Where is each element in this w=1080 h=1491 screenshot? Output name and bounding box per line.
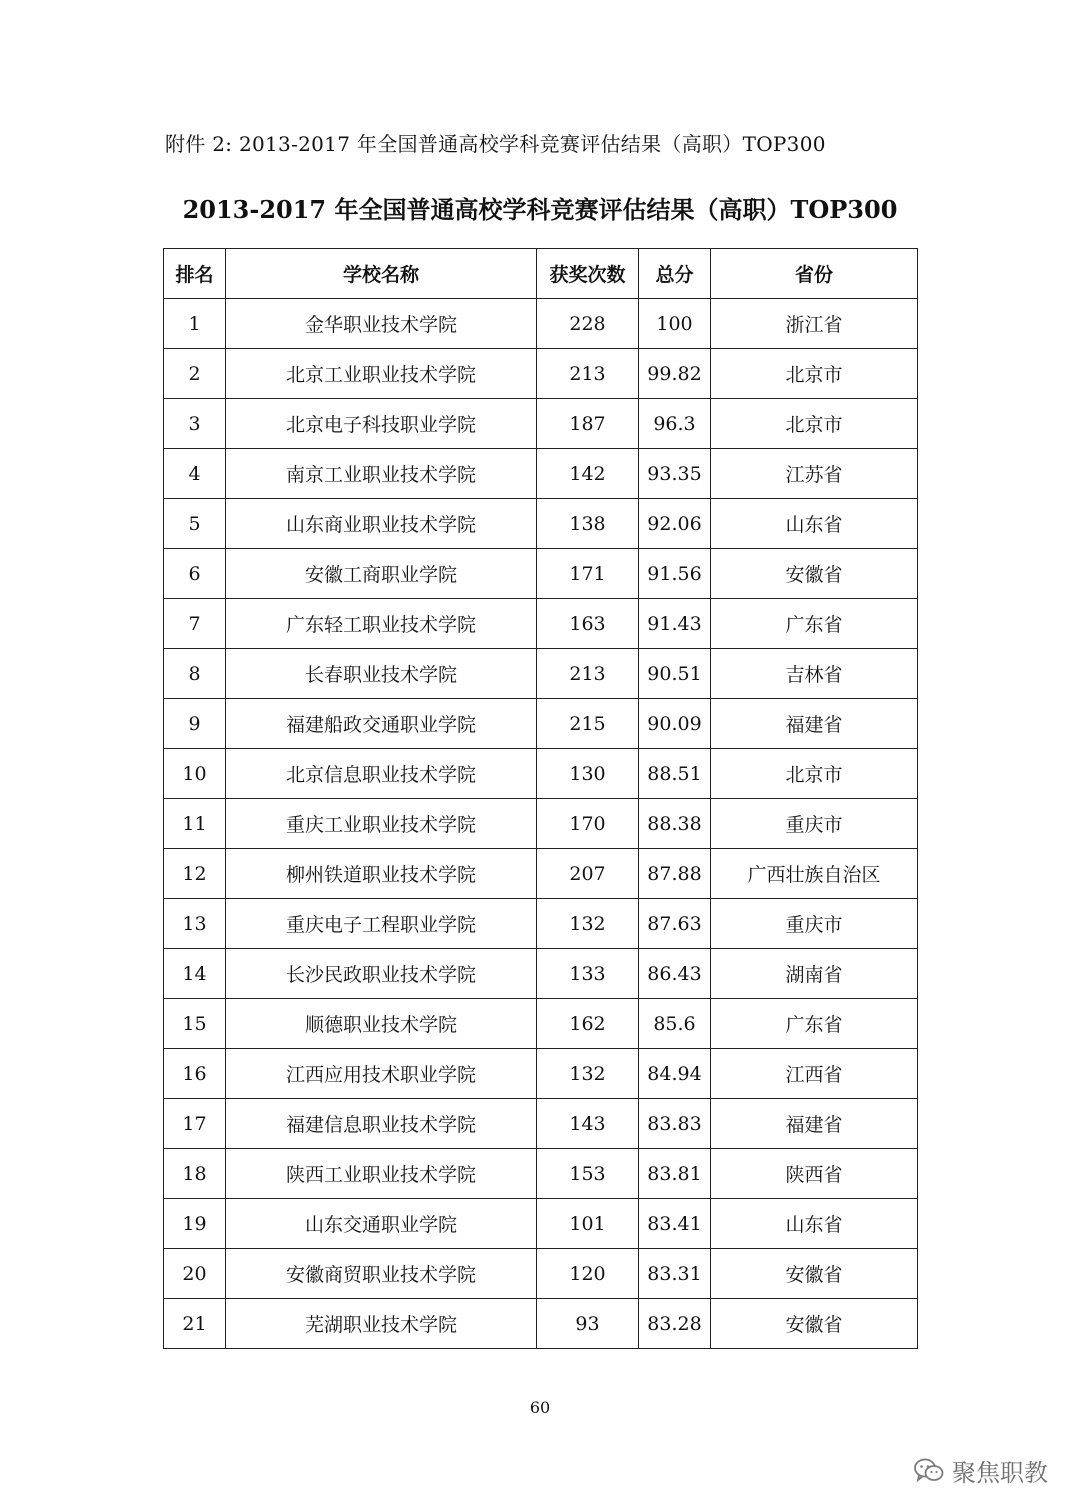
- cell-awards: 162: [537, 999, 639, 1049]
- cell-rank: 9: [164, 699, 226, 749]
- table-row: [164, 949, 918, 999]
- cell-province: 山东省: [711, 1199, 918, 1249]
- cell-rank: 18: [164, 1149, 226, 1199]
- cell-score: 85.6: [639, 999, 711, 1049]
- ranking-table: [163, 248, 918, 1349]
- cell-rank: 6: [164, 549, 226, 599]
- cell-province: 江西省: [711, 1049, 918, 1099]
- cell-school: 芜湖职业技术学院: [226, 1299, 537, 1349]
- table-row: [164, 399, 918, 449]
- cell-awards: 120: [537, 1249, 639, 1299]
- cell-score: 83.28: [639, 1299, 711, 1349]
- cell-school: 金华职业技术学院: [226, 299, 537, 349]
- cell-school: 北京电子科技职业学院: [226, 399, 537, 449]
- table-row: [164, 649, 918, 699]
- table-row: [164, 999, 918, 1049]
- cell-rank: 16: [164, 1049, 226, 1099]
- cell-province: 广东省: [711, 599, 918, 649]
- cell-awards: 132: [537, 1049, 639, 1099]
- table-row: [164, 699, 918, 749]
- cell-awards: 215: [537, 699, 639, 749]
- cell-rank: 8: [164, 649, 226, 699]
- cell-province: 陕西省: [711, 1149, 918, 1199]
- cell-score: 99.82: [639, 349, 711, 399]
- table-row: [164, 499, 918, 549]
- cell-province: 广西壮族自治区: [711, 849, 918, 899]
- table-row: [164, 899, 918, 949]
- header-rank: 排名: [164, 249, 226, 299]
- page-title: 2013-2017 年全国普通高校学科竞赛评估结果（高职）TOP300: [182, 195, 898, 224]
- attachment-label: 附件 2: 2013-2017 年全国普通高校学科竞赛评估结果（高职）TOP300: [165, 132, 826, 156]
- cell-score: 90.09: [639, 699, 711, 749]
- cell-province: 北京市: [711, 749, 918, 799]
- cell-province: 浙江省: [711, 299, 918, 349]
- cell-rank: 12: [164, 849, 226, 899]
- cell-awards: 228: [537, 299, 639, 349]
- cell-school: 北京工业职业技术学院: [226, 349, 537, 399]
- cell-awards: 153: [537, 1149, 639, 1199]
- table-row: [164, 449, 918, 499]
- cell-score: 83.81: [639, 1149, 711, 1199]
- table-row: [164, 749, 918, 799]
- cell-school: 重庆电子工程职业学院: [226, 899, 537, 949]
- cell-school: 南京工业职业技术学院: [226, 449, 537, 499]
- cell-score: 100: [639, 299, 711, 349]
- cell-score: 88.38: [639, 799, 711, 849]
- cell-awards: 171: [537, 549, 639, 599]
- table-row: [164, 1099, 918, 1149]
- cell-province: 北京市: [711, 399, 918, 449]
- cell-rank: 17: [164, 1099, 226, 1149]
- cell-awards: 213: [537, 649, 639, 699]
- cell-score: 87.63: [639, 899, 711, 949]
- cell-school: 安徽商贸职业技术学院: [226, 1249, 537, 1299]
- cell-school: 长春职业技术学院: [226, 649, 537, 699]
- cell-awards: 142: [537, 449, 639, 499]
- cell-rank: 2: [164, 349, 226, 399]
- cell-rank: 19: [164, 1199, 226, 1249]
- header-province: 省份: [711, 249, 918, 299]
- page-number: 60: [529, 1398, 551, 1417]
- header-awards: 获奖次数: [537, 249, 639, 299]
- cell-awards: 101: [537, 1199, 639, 1249]
- cell-province: 重庆市: [711, 899, 918, 949]
- cell-school: 柳州铁道职业技术学院: [226, 849, 537, 899]
- cell-score: 91.43: [639, 599, 711, 649]
- cell-province: 福建省: [711, 699, 918, 749]
- header-score: 总分: [639, 249, 711, 299]
- cell-school: 福建信息职业技术学院: [226, 1099, 537, 1149]
- cell-awards: 187: [537, 399, 639, 449]
- table-row: [164, 599, 918, 649]
- cell-province: 吉林省: [711, 649, 918, 699]
- cell-rank: 20: [164, 1249, 226, 1299]
- table-row: [164, 1049, 918, 1099]
- cell-province: 安徽省: [711, 1299, 918, 1349]
- cell-province: 湖南省: [711, 949, 918, 999]
- table-row: [164, 549, 918, 599]
- cell-rank: 5: [164, 499, 226, 549]
- cell-score: 90.51: [639, 649, 711, 699]
- cell-rank: 3: [164, 399, 226, 449]
- cell-rank: 1: [164, 299, 226, 349]
- cell-school: 长沙民政职业技术学院: [226, 949, 537, 999]
- cell-rank: 4: [164, 449, 226, 499]
- cell-rank: 7: [164, 599, 226, 649]
- cell-province: 北京市: [711, 349, 918, 399]
- table-row: [164, 349, 918, 399]
- cell-awards: 207: [537, 849, 639, 899]
- watermark: [914, 1453, 1048, 1488]
- cell-rank: 14: [164, 949, 226, 999]
- cell-rank: 21: [164, 1299, 226, 1349]
- cell-awards: 138: [537, 499, 639, 549]
- cell-school: 广东轻工职业技术学院: [226, 599, 537, 649]
- cell-awards: 163: [537, 599, 639, 649]
- cell-school: 顺德职业技术学院: [226, 999, 537, 1049]
- cell-school: 重庆工业职业技术学院: [226, 799, 537, 849]
- cell-score: 86.43: [639, 949, 711, 999]
- table-row: [164, 299, 918, 349]
- cell-province: 安徽省: [711, 1249, 918, 1299]
- table-body: [164, 299, 918, 1349]
- cell-province: 福建省: [711, 1099, 918, 1149]
- cell-rank: 11: [164, 799, 226, 849]
- table-row: [164, 799, 918, 849]
- cell-awards: 130: [537, 749, 639, 799]
- cell-score: 87.88: [639, 849, 711, 899]
- cell-school: 陕西工业职业技术学院: [226, 1149, 537, 1199]
- cell-province: 广东省: [711, 999, 918, 1049]
- cell-rank: 10: [164, 749, 226, 799]
- table-row: [164, 849, 918, 899]
- cell-score: 92.06: [639, 499, 711, 549]
- watermark-text: 聚焦职教: [952, 1459, 1048, 1487]
- table-row: [164, 1299, 918, 1349]
- cell-province: 江苏省: [711, 449, 918, 499]
- cell-awards: 143: [537, 1099, 639, 1149]
- wechat-icon: [914, 1458, 944, 1484]
- cell-awards: 93: [537, 1299, 639, 1349]
- cell-awards: 132: [537, 899, 639, 949]
- cell-score: 96.3: [639, 399, 711, 449]
- cell-awards: 170: [537, 799, 639, 849]
- cell-score: 84.94: [639, 1049, 711, 1099]
- cell-score: 83.41: [639, 1199, 711, 1249]
- cell-awards: 133: [537, 949, 639, 999]
- cell-score: 91.56: [639, 549, 711, 599]
- cell-rank: 13: [164, 899, 226, 949]
- header-row: [164, 249, 918, 299]
- cell-score: 93.35: [639, 449, 711, 499]
- cell-rank: 15: [164, 999, 226, 1049]
- cell-score: 83.83: [639, 1099, 711, 1149]
- cell-province: 山东省: [711, 499, 918, 549]
- cell-school: 北京信息职业技术学院: [226, 749, 537, 799]
- table-row: [164, 1199, 918, 1249]
- cell-awards: 213: [537, 349, 639, 399]
- table-row: [164, 1149, 918, 1199]
- cell-school: 福建船政交通职业学院: [226, 699, 537, 749]
- cell-province: 重庆市: [711, 799, 918, 849]
- cell-score: 88.51: [639, 749, 711, 799]
- table-row: [164, 1249, 918, 1299]
- table-header: [164, 249, 918, 299]
- cell-school: 安徽工商职业学院: [226, 549, 537, 599]
- cell-school: 山东商业职业技术学院: [226, 499, 537, 549]
- cell-school: 山东交通职业学院: [226, 1199, 537, 1249]
- cell-score: 83.31: [639, 1249, 711, 1299]
- cell-province: 安徽省: [711, 549, 918, 599]
- cell-school: 江西应用技术职业学院: [226, 1049, 537, 1099]
- header-school: 学校名称: [226, 249, 537, 299]
